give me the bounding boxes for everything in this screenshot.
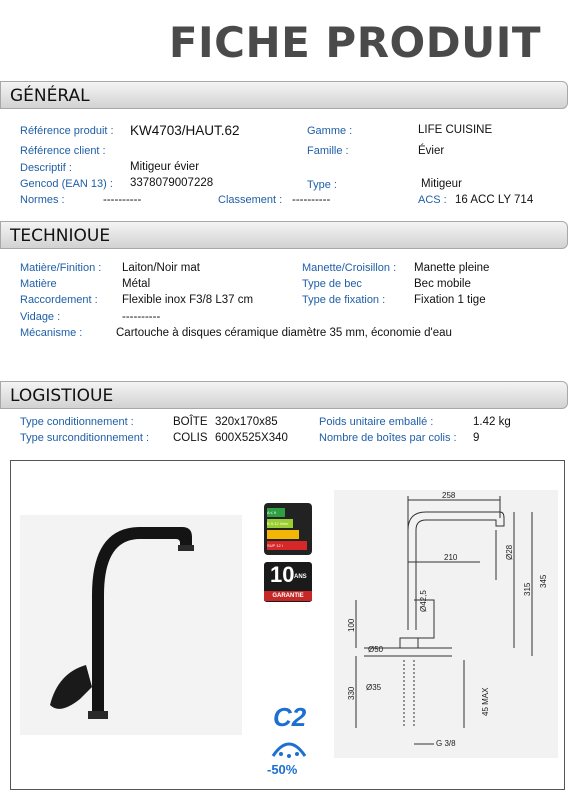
section-general-header [0,81,568,109]
eco-percent: -50% [267,762,298,777]
water-saving-badge [267,702,311,780]
classement-label: Classement : [218,194,283,206]
matiere-label: Matière [20,278,57,290]
gencod-value: 3378079007228 [130,177,214,189]
nb-value: 9 [473,432,480,444]
racc-value: Flexible inox F3/8 L37 cm [122,294,254,306]
manette-label: Manette/Croisillon : [302,262,397,274]
section-technique-header [0,221,568,249]
cond-type: BOÎTE [173,416,208,428]
dim-35: Ø35 [366,683,382,692]
matiere-value: Métal [122,278,151,290]
energy-class-badge [264,503,312,555]
classement-value: ---------- [292,194,331,206]
meca-value: Cartouche à disques céramique diamètre 35 mm, économie d'eau [116,327,452,339]
water-drop-icon [269,736,309,760]
acs-value: 16 ACC LY 714 [455,194,534,206]
dim-50: Ø50 [368,645,384,654]
gamme-value: LIFE CUISINE [418,124,493,136]
gamme-label: Gamme : [307,125,353,137]
type-value: Mitigeur [421,178,462,190]
dim-210: 210 [444,553,458,562]
dim-258: 258 [442,491,456,500]
dim-g38: G 3/8 [436,739,456,748]
dim-315: 315 [523,582,532,596]
fixation-label: Type de fixation : [302,294,386,306]
section-general-title: GÉNÉRAL [10,86,90,106]
dim-42: Ø42,5 [419,590,428,612]
type-label: Type : [307,179,337,191]
dim-28: Ø28 [505,544,514,560]
matfin-value: Laiton/Noir mat [122,262,200,274]
dim-330: 330 [347,686,356,700]
matfin-label: Matière/Finition : [20,262,102,274]
warranty-ans: ANS [294,574,307,580]
desc-label: Descriptif : [20,162,72,174]
fixation-value: Fixation 1 tige [414,294,486,306]
energy-sup-bar: SUP 12 l [267,541,307,550]
poids-label: Poids unitaire emballé : [319,416,434,428]
energy-a-bar: A ≤ 9 [267,508,285,517]
c2-logo: C2 [273,702,307,732]
ref-label: Référence produit : [20,125,114,137]
famille-value: Évier [418,145,445,157]
desc-value: Mitigeur évier [130,161,200,173]
surcond-type: COLIS [173,432,208,444]
warranty-label: GARANTIE [264,591,312,601]
page-title: FICHE PRODUIT [168,18,541,67]
faucet-photo [20,515,242,735]
famille-label: Famille : [307,145,349,157]
ref-value: KW4703/HAUT.62 [130,123,240,138]
manette-value: Manette pleine [414,262,490,274]
cond-dim: 320x170x85 [215,416,278,428]
gencod-label: Gencod (EAN 13) : [20,178,113,190]
vidage-label: Vidage : [20,311,61,323]
energy-b-bar: B 9-12 l/min [267,519,293,528]
poids-value: 1.42 kg [473,416,511,428]
bec-value: Bec mobile [414,278,471,290]
technical-drawing [334,490,558,758]
racc-label: Raccordement : [20,294,98,306]
normes-label: Normes : [20,194,65,206]
surcond-label: Type surconditionnement : [20,432,150,444]
surcond-dim: 600X525X340 [215,432,288,444]
bec-label: Type de bec [302,278,362,290]
normes-value: ---------- [103,194,142,206]
refclient-label: Référence client : [20,145,106,157]
section-technique-title: TECHNIOUE [10,226,111,246]
dim-345: 345 [539,574,548,588]
warranty-number: 10 [270,562,295,587]
nb-label: Nombre de boîtes par colis : [319,432,457,444]
energy-c-bar [267,530,299,539]
section-logistique-header [0,381,568,409]
vidage-value: ---------- [122,311,161,323]
cond-label: Type conditionnement : [20,416,134,428]
dim-45max: 45 MAX [481,687,490,716]
acs-label: ACS : [418,194,447,206]
meca-label: Mécanisme : [20,327,83,339]
warranty-badge [264,562,312,602]
section-logistique-title: LOGISTIOUE [10,386,114,406]
dim-100: 100 [347,618,356,632]
